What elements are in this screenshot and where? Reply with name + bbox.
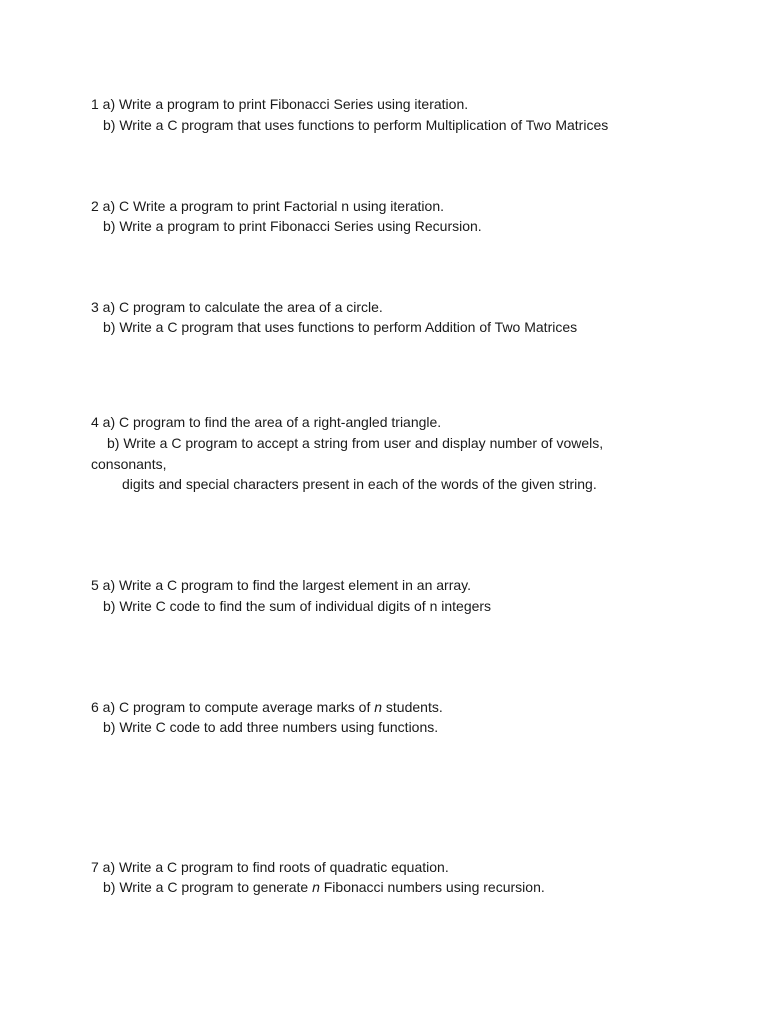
question-3a: 3 a) C program to calculate the area of a circle.: [91, 299, 383, 315]
question-5a: 5 a) Write a C program to find the largest element in an array.: [91, 577, 471, 593]
question-1a: 1 a) Write a program to print Fibonacci Series using iteration.: [91, 96, 469, 112]
question-4b-continuation-2: digits and special characters present in each of the words of the given string.: [122, 476, 597, 492]
question-6a-variable: n: [374, 699, 383, 715]
question-7a: 7 a) Write a C program to find roots of quadratic equation.: [91, 859, 449, 875]
question-6a-text-post: students.: [382, 699, 443, 715]
question-2b: b) Write a program to print Fibonacci Series using Recursion.: [103, 218, 482, 234]
question-6a: [91, 698, 443, 716]
question-4b: b) Write a C program to accept a string from user and display number of vowels,: [107, 435, 604, 451]
question-1b: b) Write a C program that uses functions to perform Multiplication of Two Matrices: [103, 117, 609, 133]
question-7b-variable: n: [312, 879, 320, 895]
question-6a-text-pre: 6 a) C program to compute average marks of: [91, 699, 375, 715]
question-3b: b) Write a C program that uses functions to perform Addition of Two Matrices: [103, 319, 578, 335]
question-7b: [103, 878, 545, 896]
question-5b: b) Write C code to find the sum of individual digits of n integers: [103, 598, 492, 614]
question-6b: b) Write C code to add three numbers using functions.: [103, 719, 439, 735]
question-7b-text-post: Fibonacci numbers using recursion.: [319, 879, 545, 895]
question-4a: 4 a) C program to find the area of a right-angled triangle.: [91, 414, 442, 430]
question-2a: 2 a) C Write a program to print Factorial n using iteration.: [91, 198, 445, 214]
question-7b-text-pre: b) Write a C program to generate: [103, 879, 313, 895]
question-4b-continuation-1: consonants,: [91, 456, 167, 472]
